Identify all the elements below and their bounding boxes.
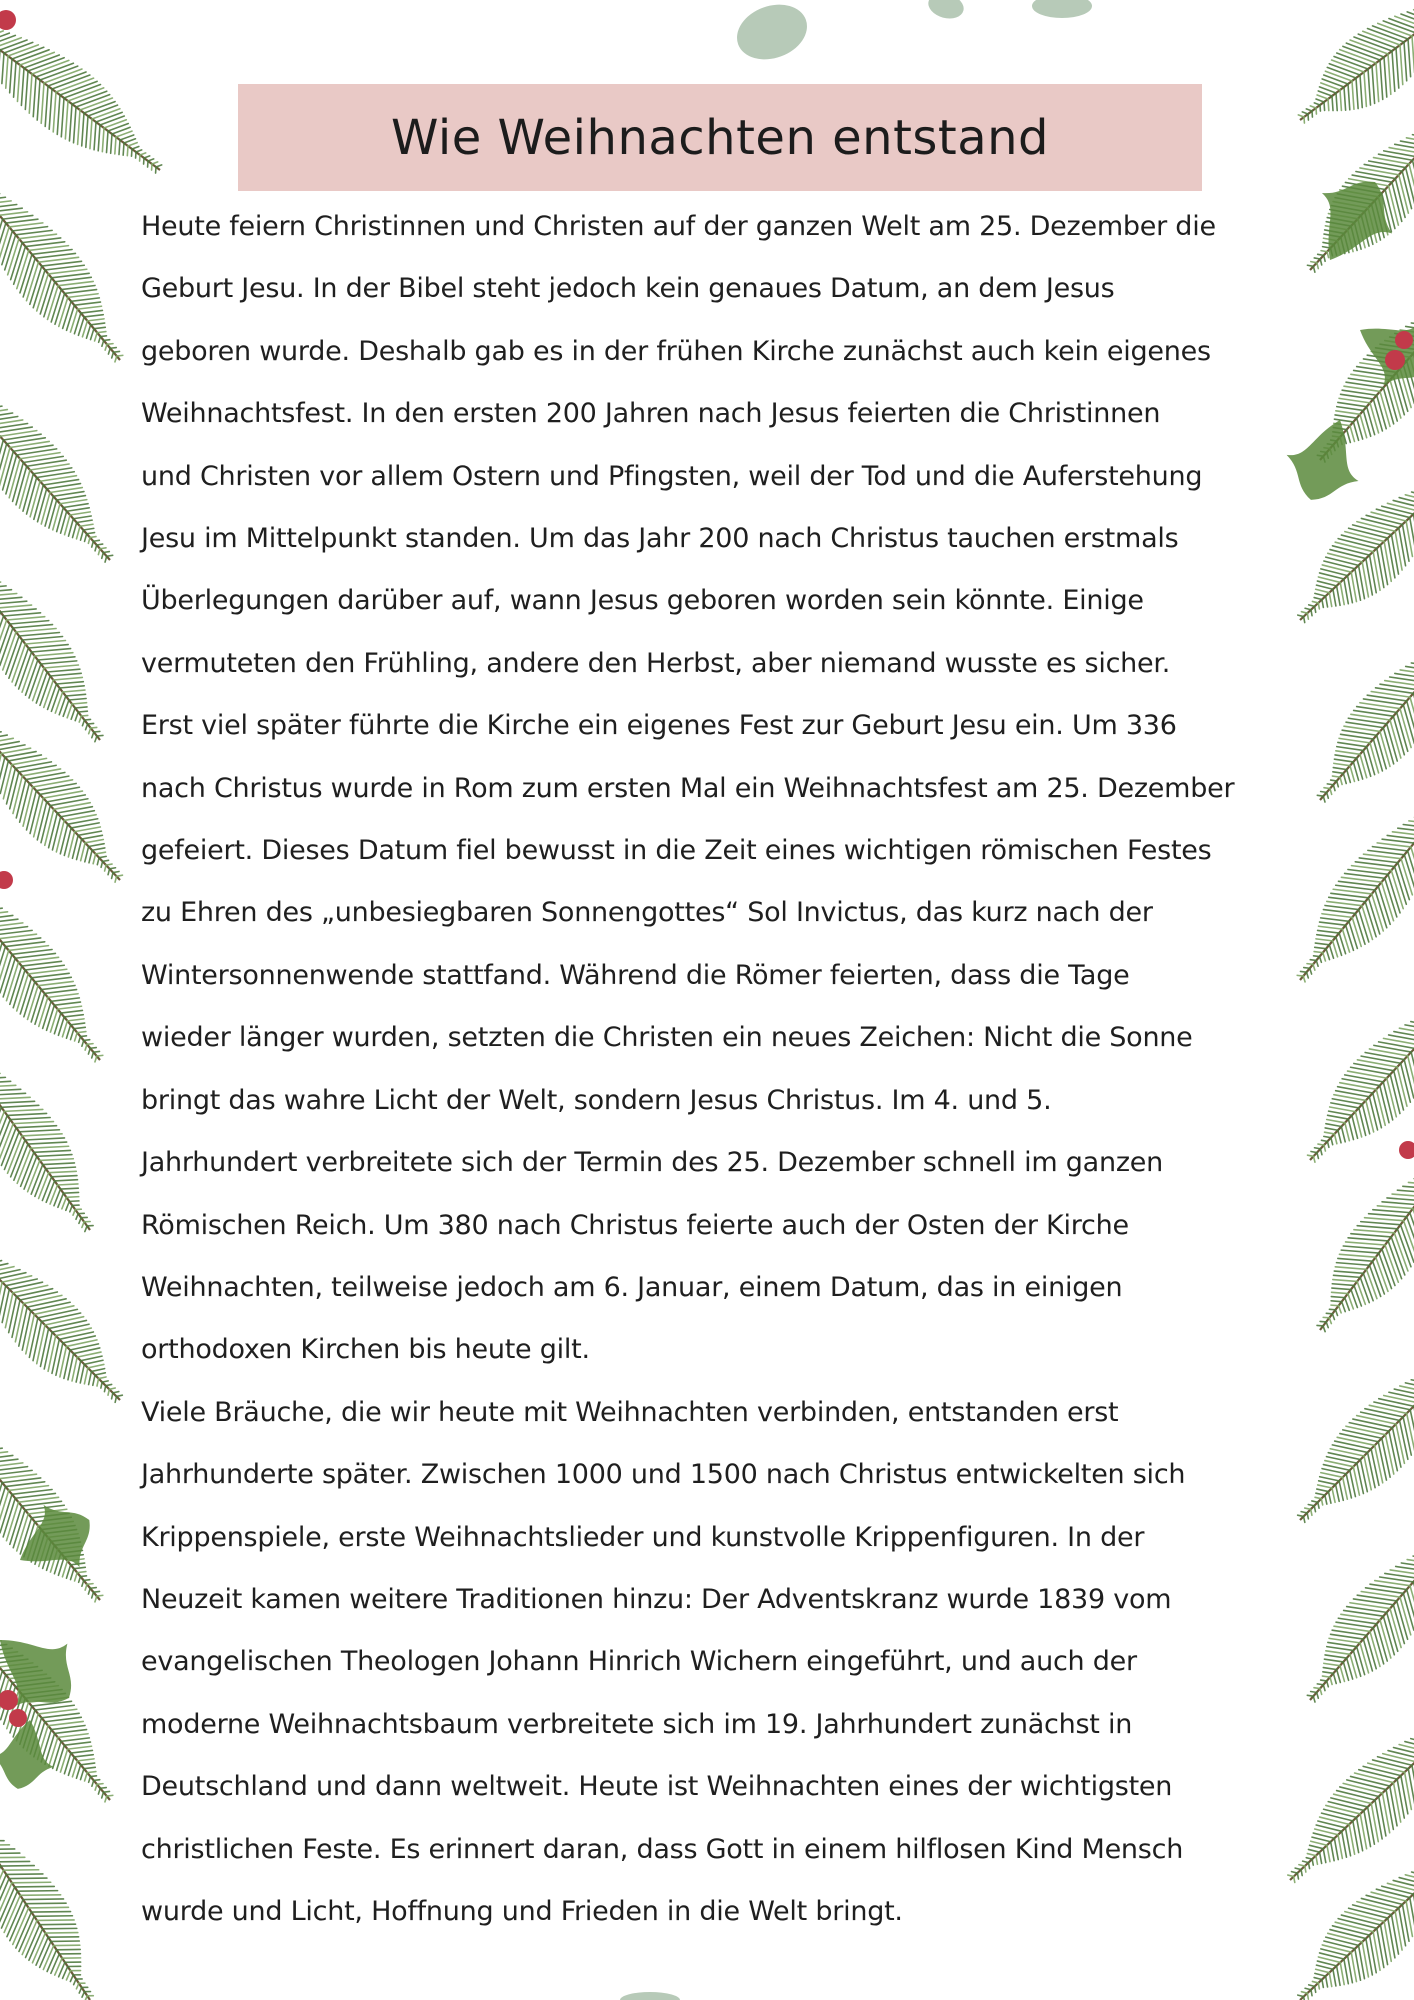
text-line: Viele Bräuche, die wir heute mit Weihnachten verbinden, entstanden erst: [141, 1396, 1119, 1428]
text-line: Krippenspiele, erste Weihnachtslieder und kunstvolle Krippenfiguren. In der: [141, 1521, 1145, 1553]
page-title: Wie Weihnachten entstand: [390, 109, 1050, 166]
text-line: Weihnachten, teilweise jedoch am 6. Januar, einem Datum, das in einigen: [141, 1271, 1123, 1303]
text-line: Jahrhunderte später. Zwischen 1000 und 1500 nach Christus entwickelten sich: [141, 1459, 1186, 1491]
text-line: Römischen Reich. Um 380 nach Christus feierte auch der Osten der Kirche: [141, 1209, 1129, 1241]
text-line: nach Christus wurde in Rom zum ersten Mal ein Weihnachtsfest am 25. Dezember: [141, 772, 1235, 804]
text-line: wurde und Licht, Hoffnung und Frieden in die Welt bringt.: [141, 1895, 903, 1927]
text-line: Deutschland und dann weltweit. Heute ist Weihnachten eines der wichtigsten: [141, 1771, 1173, 1803]
text-line: vermuteten den Frühling, andere den Herbst, aber niemand wusste es sicher.: [141, 647, 1171, 679]
text-line: Jahrhundert verbreitete sich der Termin des 25. Dezember schnell im ganzen: [141, 1147, 1163, 1179]
text-line: Neuzeit kamen weitere Traditionen hinzu: Der Adventskranz wurde 1839 vom: [141, 1583, 1172, 1615]
text-line: orthodoxen Kirchen bis heute gilt.: [141, 1334, 590, 1366]
body-text: [141, 196, 1291, 1943]
paragraph: [141, 1382, 1291, 1944]
text-line: Erst viel später führte die Kirche ein eigenes Fest zur Geburt Jesu ein. Um 336: [141, 710, 1177, 742]
text-line: Jesu im Mittelpunkt standen. Um das Jahr 200 nach Christus tauchen erstmals: [141, 523, 1179, 555]
text-line: Weihnachtsfest. In den ersten 200 Jahren nach Jesus feierten die Christinnen: [141, 398, 1161, 430]
text-line: bringt das wahre Licht der Welt, sondern Jesus Christus. Im 4. und 5.: [141, 1084, 1052, 1116]
paragraph: [141, 695, 1291, 1381]
text-line: Geburt Jesu. In der Bibel steht jedoch kein genaues Datum, an dem Jesus: [141, 273, 1115, 305]
title-banner: [238, 84, 1202, 191]
text-line: zu Ehren des „unbesiegbaren Sonnengottes“ Sol Invictus, das kurz nach der: [141, 897, 1153, 929]
paragraph: [141, 196, 1291, 695]
text-line: moderne Weihnachtsbaum verbreitete sich im 19. Jahrhundert zunächst in: [141, 1708, 1133, 1740]
text-line: gefeiert. Dieses Datum fiel bewusst in die Zeit eines wichtigen römischen Festes: [141, 835, 1212, 867]
text-line: Wintersonnenwende stattfand. Während die Römer feierten, dass die Tage: [141, 959, 1130, 991]
text-line: wieder länger wurden, setzten die Christen ein neues Zeichen: Nicht die Sonne: [141, 1022, 1193, 1054]
text-line: Überlegungen darüber auf, wann Jesus geboren worden sein könnte. Einige: [141, 585, 1144, 617]
text-line: und Christen vor allem Ostern und Pfingsten, weil der Tod und die Auferstehung: [141, 460, 1203, 492]
text-line: Heute feiern Christinnen und Christen auf der ganzen Welt am 25. Dezember die: [141, 211, 1216, 242]
text-line: geboren wurde. Deshalb gab es in der frühen Kirche zunächst auch kein eigenes: [141, 335, 1211, 367]
text-line: evangelischen Theologen Johann Hinrich Wichern eingeführt, und auch der: [141, 1646, 1137, 1678]
text-line: christlichen Feste. Es erinnert daran, dass Gott in einem hilflosen Kind Mensch: [141, 1833, 1184, 1865]
